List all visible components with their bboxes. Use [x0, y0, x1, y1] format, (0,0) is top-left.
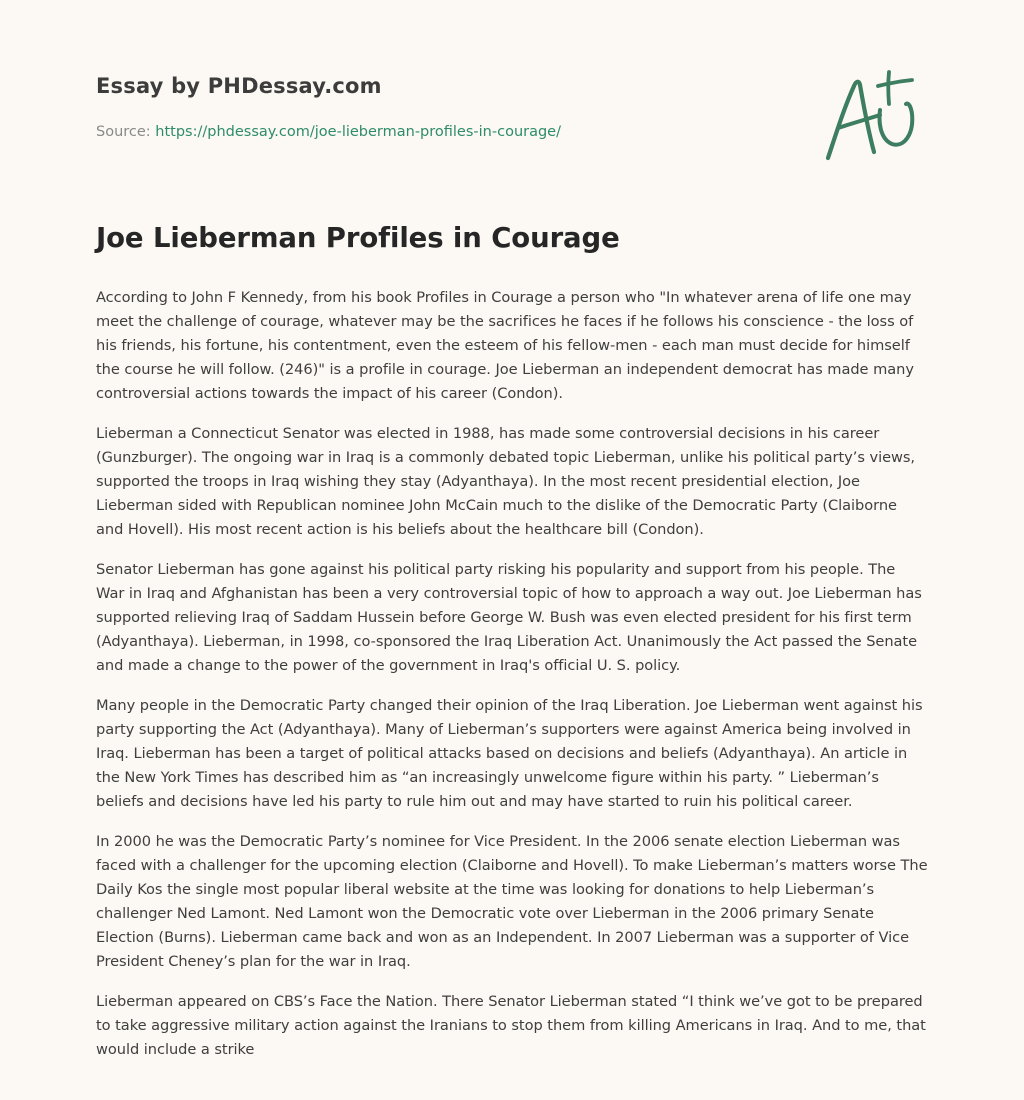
essay-title: Joe Lieberman Profiles in Courage: [96, 222, 620, 254]
essay-paragraph: Lieberman appeared on CBS’s Face the Nation. There Senator Lieberman stated “I think we’ve got to be prepared to take aggressive military action against the Iranians to stop them from killing Americans in Iraq. And to me, that would include a strike: [96, 993, 926, 1058]
a-plus-grade-logo: [822, 68, 926, 164]
site-brand: Essay by PHDessay.com: [96, 74, 382, 98]
essay-paragraph: In 2000 he was the Democratic Party’s nominee for Vice President. In the 2006 senate election Lieberman was faced with a challenger for the upcoming election (Claiborne and Hovell). To make Lieberman’s matters worse The Daily Kos the single most popular liberal website at the time was looking for donations to help Lieberman’s challenger Ned Lamont. Ned Lamont won the Democratic vote over Lieberman in the 2006 primary Senate Election (Burns). Lieberman came back and won as an Independent. In 2007 Lieberman was a supporter of Vice President Cheney’s plan for the war in Iraq.: [96, 833, 928, 970]
source-line: [96, 124, 561, 140]
essay-body: [96, 286, 928, 1078]
essay-paragraph: Many people in the Democratic Party changed their opinion of the Iraq Liberation. Joe Lieberman went against his party supporting the Act (Adyanthaya). Many of Lieberman’s supporters were against America being involved in Iraq. Lieberman has been a target of political attacks based on decisions and beliefs (Adyanthaya). An article in the New York Times has described him as “an increasingly unwelcome figure within his party. ” Lieberman’s beliefs and decisions have led his party to rule him out and may have started to ruin his political career.: [96, 697, 923, 810]
a-plus-icon: [822, 68, 926, 164]
source-label: Source:: [96, 124, 156, 140]
source-link[interactable]: https://phdessay.com/joe-lieberman-profiles-in-courage/: [155, 124, 561, 140]
essay-paragraph: Senator Lieberman has gone against his political party risking his popularity and support from his people. The War in Iraq and Afghanistan has been a very controversial topic of how to approach a way out. Joe Lieberman has supported relieving Iraq of Saddam Hussein before George W. Bush was even elected president for his first term (Adyanthaya). Lieberman, in 1998, co-sponsored the Iraq Liberation Act. Unanimously the Act passed the Senate and made a change to the power of the government in Iraq's official U. S. policy.: [96, 561, 922, 674]
essay-paragraph: Lieberman a Connecticut Senator was elected in 1988, has made some controversial decisions in his career (Gunzburger). The ongoing war in Iraq is a commonly debated topic Lieberman, unlike his political party’s views, supported the troops in Iraq wishing they stay (Adyanthaya). In the most recent presidential election, Joe Lieberman sided with Republican nominee John McCain much to the dislike of the Democratic Party (Claiborne and Hovell). His most recent action is his beliefs about the healthcare bill (Condon).: [96, 425, 916, 538]
page-header: [96, 74, 928, 140]
essay-paragraph: According to John F Kennedy, from his book Profiles in Courage a person who "In whatever arena of life one may meet the challenge of courage, whatever may be the sacrifices he faces if he follows his conscience - the loss of his friends, his fortune, his contentment, even the esteem of his fellow-men - each man must decide for himself the course he will follow. (246)" is a profile in courage. Joe Lieberman an independent democrat has made many controversial actions towards the impact of his career (Condon).: [96, 289, 914, 402]
